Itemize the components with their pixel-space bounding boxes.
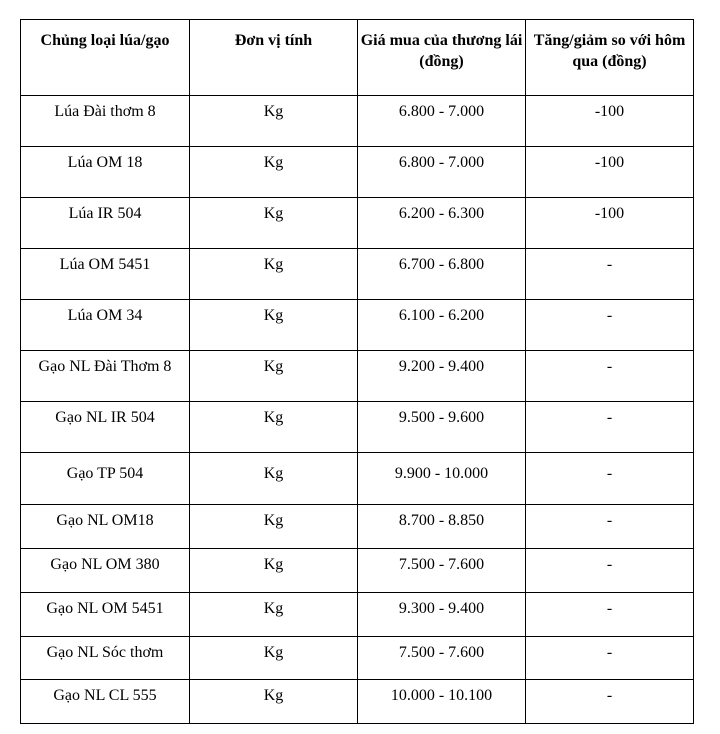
table-row [21,300,694,351]
cell-price: 6.800 - 7.000 [358,96,526,147]
cell-variety: Gạo TP 504 [21,453,190,505]
cell-change: - [526,680,694,724]
cell-price: 6.800 - 7.000 [358,147,526,198]
cell-change: - [526,593,694,637]
cell-unit: Kg [190,402,358,453]
cell-change: - [526,300,694,351]
cell-price: 7.500 - 7.600 [358,549,526,593]
cell-variety: Lúa Đài thơm 8 [21,96,190,147]
header-variety: Chủng loại lúa/gạo [21,20,190,96]
cell-price: 8.700 - 8.850 [358,505,526,549]
cell-change: -100 [526,96,694,147]
cell-change: - [526,249,694,300]
table-row [21,453,694,505]
cell-change: - [526,402,694,453]
table-row [21,593,694,637]
cell-change: - [526,549,694,593]
table-row [21,505,694,549]
cell-variety: Gạo NL OM 380 [21,549,190,593]
table-header-row [21,20,694,96]
cell-price: 9.200 - 9.400 [358,351,526,402]
table-row [21,96,694,147]
table-row [21,680,694,724]
cell-unit: Kg [190,593,358,637]
cell-variety: Gạo NL IR 504 [21,402,190,453]
cell-variety: Lúa IR 504 [21,198,190,249]
table-row [21,147,694,198]
cell-price: 6.100 - 6.200 [358,300,526,351]
cell-variety: Gạo NL OM18 [21,505,190,549]
table-row [21,351,694,402]
cell-variety: Gạo NL Sóc thơm [21,637,190,680]
cell-change: - [526,453,694,505]
rice-price-table [20,19,694,724]
table-row [21,549,694,593]
cell-unit: Kg [190,453,358,505]
cell-price: 6.700 - 6.800 [358,249,526,300]
cell-price: 9.300 - 9.400 [358,593,526,637]
cell-variety: Lúa OM 18 [21,147,190,198]
table-row [21,249,694,300]
cell-change: - [526,505,694,549]
cell-unit: Kg [190,637,358,680]
table-row [21,198,694,249]
cell-variety: Gạo NL CL 555 [21,680,190,724]
table-row [21,402,694,453]
table-row [21,637,694,680]
cell-unit: Kg [190,351,358,402]
cell-price: 9.900 - 10.000 [358,453,526,505]
cell-variety: Lúa OM 34 [21,300,190,351]
cell-variety: Gạo NL OM 5451 [21,593,190,637]
cell-unit: Kg [190,549,358,593]
cell-price: 9.500 - 9.600 [358,402,526,453]
cell-variety: Lúa OM 5451 [21,249,190,300]
header-price: Giá mua của thương lái (đồng) [358,20,526,96]
cell-price: 10.000 - 10.100 [358,680,526,724]
cell-change: - [526,351,694,402]
cell-price: 6.200 - 6.300 [358,198,526,249]
cell-change: -100 [526,198,694,249]
cell-unit: Kg [190,147,358,198]
header-unit: Đơn vị tính [190,20,358,96]
cell-price: 7.500 - 7.600 [358,637,526,680]
cell-unit: Kg [190,96,358,147]
cell-change: -100 [526,147,694,198]
cell-variety: Gạo NL Đài Thơm 8 [21,351,190,402]
cell-unit: Kg [190,198,358,249]
cell-change: - [526,637,694,680]
cell-unit: Kg [190,680,358,724]
cell-unit: Kg [190,505,358,549]
cell-unit: Kg [190,249,358,300]
cell-unit: Kg [190,300,358,351]
header-change: Tăng/giảm so với hôm qua (đồng) [526,20,694,96]
